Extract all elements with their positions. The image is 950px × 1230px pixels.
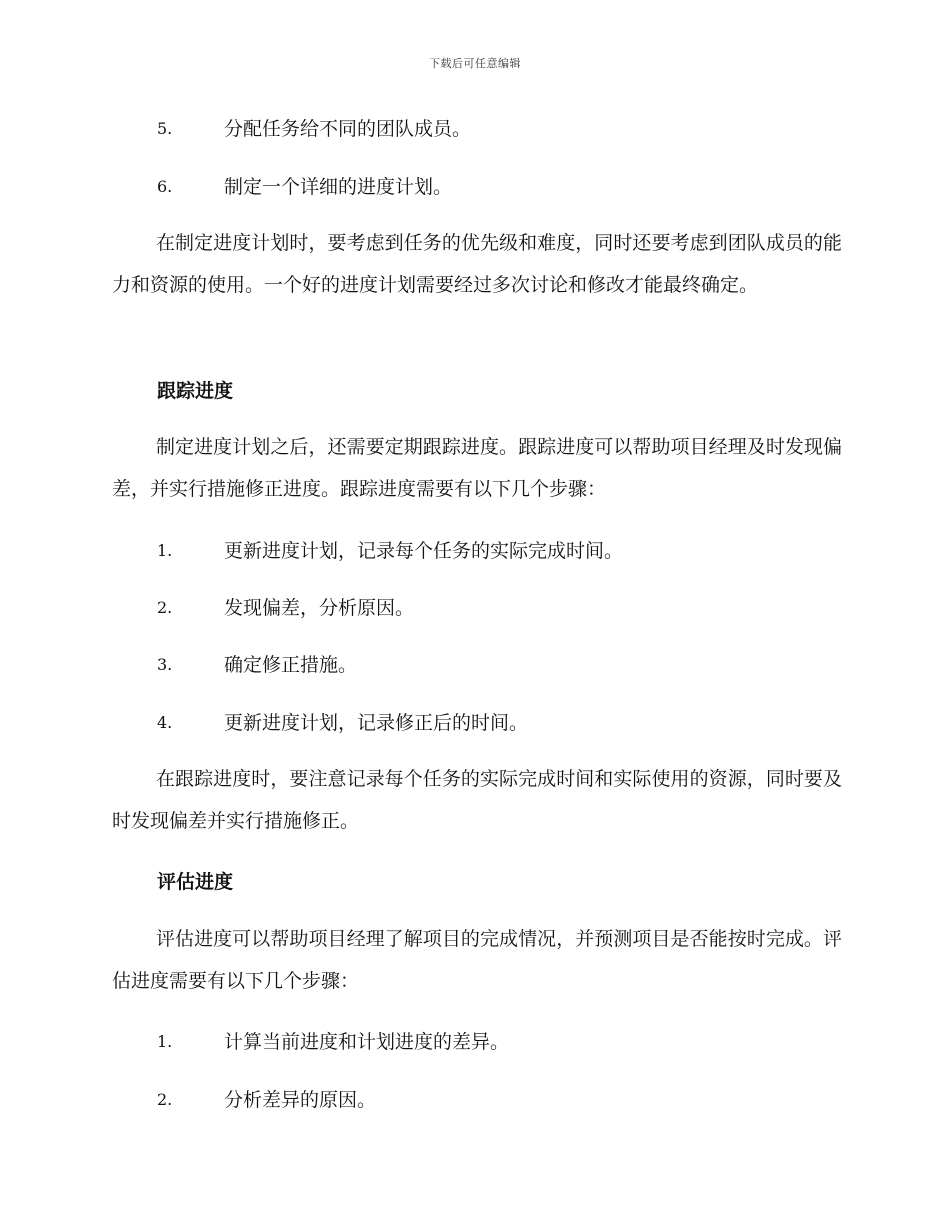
section-heading-evaluation: 评估进度 bbox=[157, 871, 234, 893]
list-item bbox=[0, 536, 950, 566]
list-item bbox=[0, 708, 950, 738]
list-item-text: 确定修正措施。 bbox=[224, 654, 358, 676]
list-item bbox=[0, 1027, 950, 1057]
list-item-number: 2. bbox=[157, 1090, 173, 1109]
list-item-number: 1. bbox=[157, 1032, 173, 1051]
list-item-number: 2. bbox=[157, 598, 173, 617]
list-item bbox=[0, 172, 950, 202]
list-item bbox=[0, 593, 950, 623]
list-item-number: 1. bbox=[157, 541, 173, 560]
paragraph: 在跟踪进度时，要注意记录每个任务的实际完成时间和实际使用的资源，同时要及时发现偏差并实行措施修正。 bbox=[112, 768, 842, 832]
list-item-number: 6. bbox=[157, 177, 173, 196]
list-item bbox=[0, 1085, 950, 1115]
list-item-text: 发现偏差，分析原因。 bbox=[224, 597, 415, 619]
list-item-text: 分析差异的原因。 bbox=[224, 1089, 377, 1111]
paragraph: 制定进度计划之后，还需要定期跟踪进度。跟踪进度可以帮助项目经理及时发现偏差，并实行措施修正进度。跟踪进度需要有以下几个步骤： bbox=[112, 436, 842, 500]
header-note: 下载后可任意编辑 bbox=[429, 57, 521, 70]
list-item-text: 计算当前进度和计划进度的差异。 bbox=[224, 1031, 510, 1053]
paragraph: 评估进度可以帮助项目经理了解项目的完成情况，并预测项目是否能按时完成。评估进度需要有以下几个步骤： bbox=[112, 928, 842, 992]
list-item bbox=[0, 114, 950, 144]
list-item-text: 更新进度计划，记录修正后的时间。 bbox=[224, 712, 529, 734]
list-item-text: 更新进度计划，记录每个任务的实际完成时间。 bbox=[224, 540, 624, 562]
list-item bbox=[0, 650, 950, 680]
paragraph: 在制定进度计划时，要考虑到任务的优先级和难度，同时还要考虑到团队成员的能力和资源的使用。一个好的进度计划需要经过多次讨论和修改才能最终确定。 bbox=[112, 232, 842, 296]
list-item-text: 分配任务给不同的团队成员。 bbox=[224, 118, 472, 140]
list-item-number: 5. bbox=[157, 119, 173, 138]
section-heading-tracking: 跟踪进度 bbox=[157, 380, 234, 402]
list-item-number: 4. bbox=[157, 713, 173, 732]
list-item-number: 3. bbox=[157, 655, 173, 674]
list-item-text: 制定一个详细的进度计划。 bbox=[224, 176, 453, 198]
